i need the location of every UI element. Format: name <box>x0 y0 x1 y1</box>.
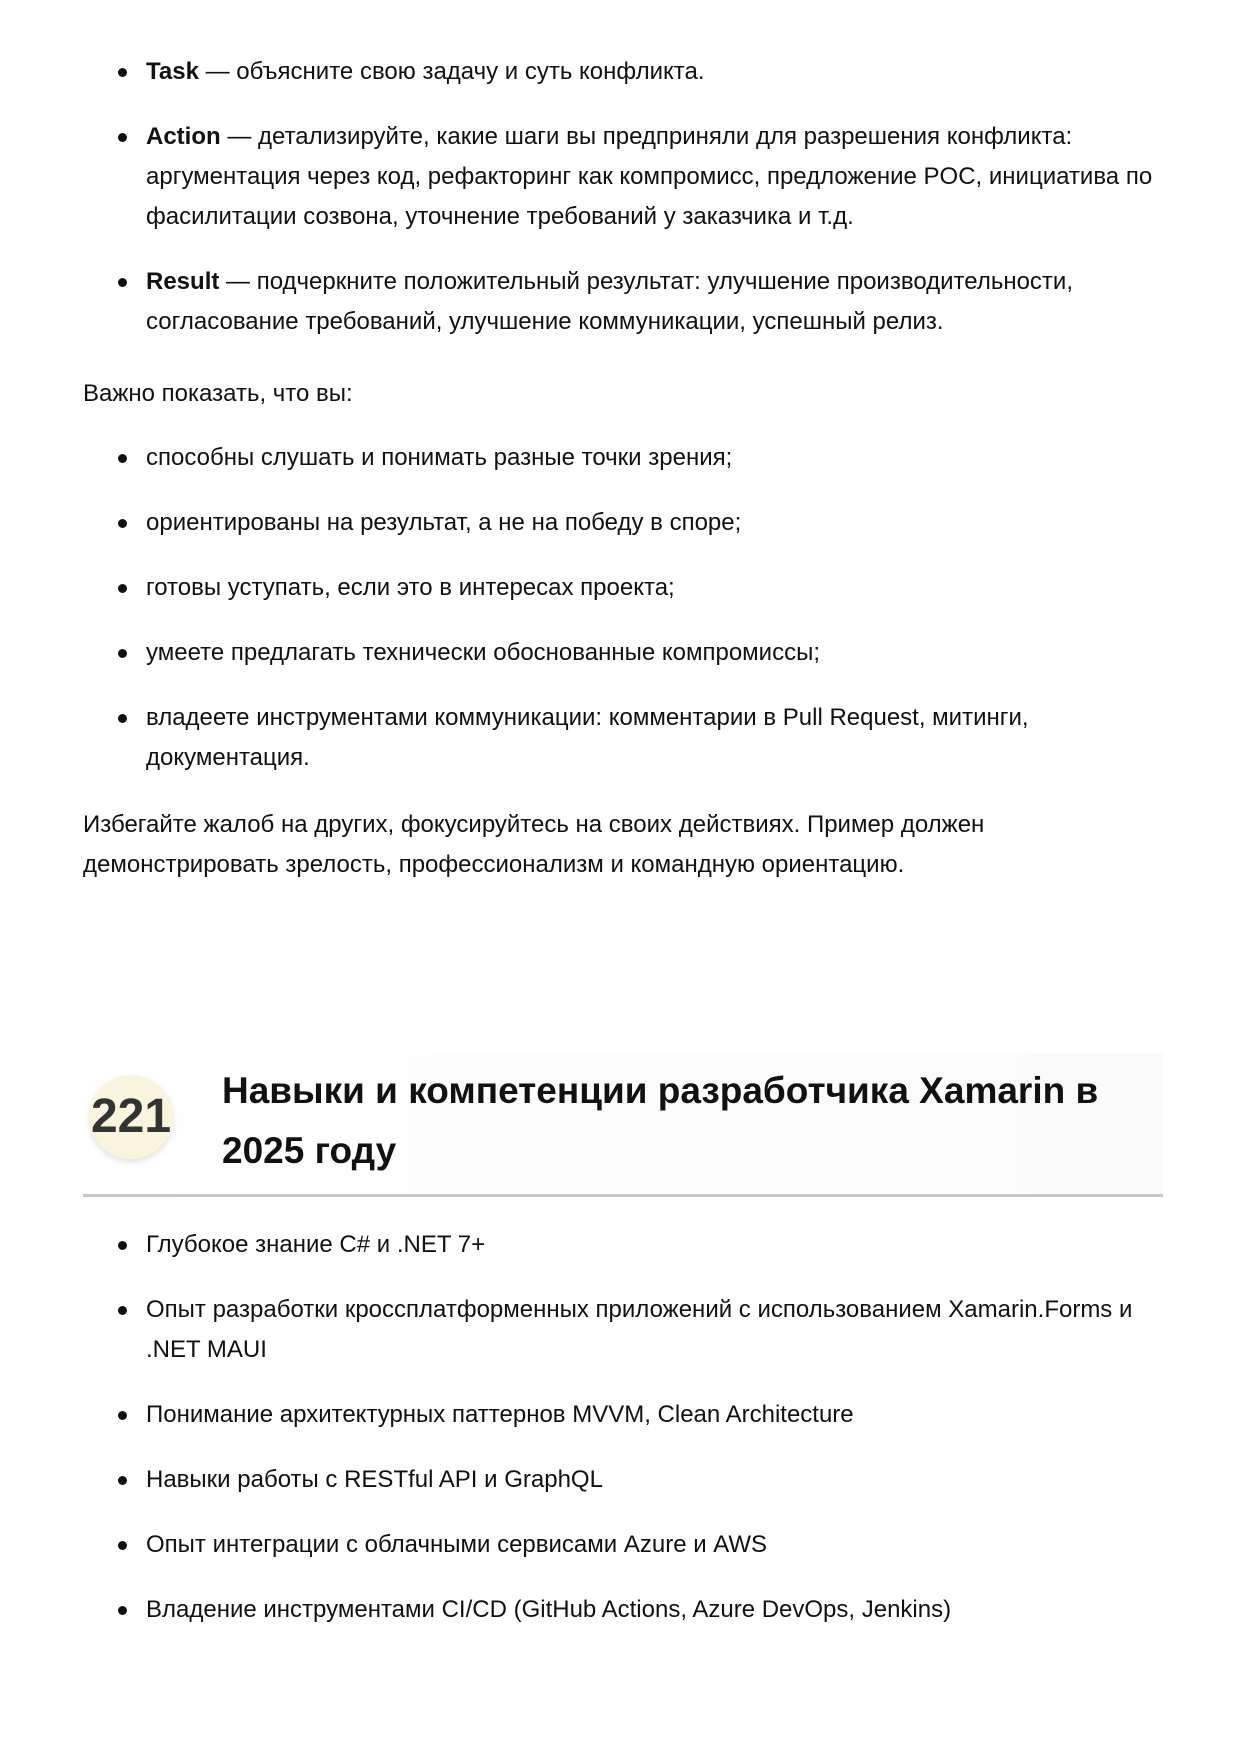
important-intro: Важно показать, что вы: <box>83 380 353 407</box>
list-item: Понимание архитектурных паттернов MVVM, Clean Architecture <box>83 1395 1163 1435</box>
section-title: Навыки и компетенции разработчика Xamarin в 2025 году <box>222 1070 1099 1171</box>
list-item: Владение инструментами CI/CD (GitHub Actions, Azure DevOps, Jenkins) <box>83 1590 1163 1630</box>
list-item <box>83 117 1163 237</box>
section-number: 221 <box>90 1090 172 1143</box>
list-item: Опыт разработки кроссплатформенных приложений с использованием Xamarin.Forms и .NET MAUI <box>83 1290 1163 1370</box>
term-task: Task <box>146 58 199 85</box>
list-item <box>83 52 1163 92</box>
term-result: Result <box>146 268 220 295</box>
list-item <box>83 262 1163 342</box>
term-action: Action <box>146 123 221 150</box>
star-method-list <box>83 52 1163 367</box>
avoid-paragraph: Избегайте жалоб на других, фокусируйтесь на своих действиях. Пример должен демонстрировать зрелость, профессионализм и командную ориентацию. <box>83 811 985 878</box>
list-item: готовы уступать, если это в интересах проекта; <box>83 568 1163 608</box>
term-action-text: — детализируйте, какие шаги вы предприняли для разрешения конфликта: аргументация через код, рефакторинг как компромисс, предложение POC, инициатива по фасилитации созвона, уточнение требований у заказчика и т.д. <box>146 123 1153 230</box>
term-task-text: — объясните свою задачу и суть конфликта. <box>198 58 705 85</box>
section-number-badge <box>89 1075 173 1159</box>
list-item: способны слушать и понимать разные точки зрения; <box>83 438 1163 478</box>
list-item: ориентированы на результат, а не на победу в споре; <box>83 503 1163 543</box>
list-item: Глубокое знание C# и .NET 7+ <box>83 1225 1163 1265</box>
list-item: владеете инструментами коммуникации: комментарии в Pull Request, митинги, документация. <box>83 698 1163 778</box>
list-item: умеете предлагать технически обоснованные компромиссы; <box>83 633 1163 673</box>
section-header <box>83 1053 1163 1197</box>
term-result-text: — подчеркните положительный результат: улучшение производительности, согласование требований, улучшение коммуникации, успешный релиз. <box>146 268 1073 335</box>
skills-list <box>83 1225 1163 1655</box>
list-item: Опыт интеграции с облачными сервисами Azure и AWS <box>83 1525 1163 1565</box>
list-item: Навыки работы с RESTful API и GraphQL <box>83 1460 1163 1500</box>
qualities-list <box>83 438 1163 803</box>
